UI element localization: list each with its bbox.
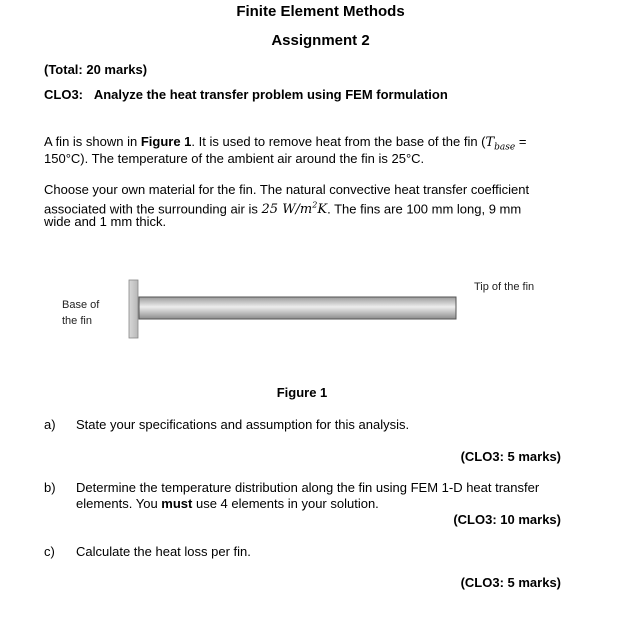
clo-code: CLO3: xyxy=(44,87,83,102)
intro-text: A fin is shown in xyxy=(44,134,141,149)
fin-base-wall xyxy=(129,280,138,338)
intro-paragraph-1-line-2: 150°C). The temperature of the ambient air around the fin is 25°C. xyxy=(44,151,425,166)
question-c-label: c) xyxy=(44,544,55,559)
fin-body xyxy=(139,297,456,319)
intro-text: . The fins are 100 mm long, 9 mm xyxy=(327,201,522,217)
intro-paragraph-2-line-3: wide and 1 mm thick. xyxy=(44,214,167,229)
intro-text: . It is used to remove heat from the base of the fin ( xyxy=(191,134,486,149)
question-b-label: b) xyxy=(44,480,56,495)
figure-caption: Figure 1 xyxy=(276,385,328,400)
question-c-text: Calculate the heat loss per fin. xyxy=(76,544,251,559)
intro-paragraph-2-line-1: Choose your own material for the fin. The natural convective heat transfer coefficient xyxy=(44,182,530,197)
question-a-label: a) xyxy=(44,417,56,432)
emphasis-must: must xyxy=(161,496,193,511)
base-label-line-2: the fin xyxy=(62,315,92,327)
clo-description: Analyze the heat transfer problem using FEM formulation xyxy=(93,87,448,102)
question-b-text-line-1: Determine the temperature distribution along the fin using FEM 1-D heat transfer xyxy=(76,480,540,495)
intro-text: associated with the surrounding air is xyxy=(44,201,262,217)
question-b-marks: (CLO3: 10 marks) xyxy=(453,512,561,527)
tip-label: Tip of the fin xyxy=(474,281,535,293)
convection-coefficient: 25 $W/m^2K$ xyxy=(261,201,328,218)
question-b-text-line-2: elements. You must use 4 elements in your solution. xyxy=(76,496,379,511)
t-base-symbol: $T_{base}$ xyxy=(485,135,516,153)
figure-reference: Figure 1 xyxy=(140,134,192,149)
question-a-text: State your specifications and assumption for this analysis. xyxy=(76,417,410,432)
total-marks: (Total: 20 marks) xyxy=(44,62,148,77)
question-a-marks: (CLO3: 5 marks) xyxy=(460,449,561,464)
equals-sign: = xyxy=(515,134,527,149)
base-label-line-1: Base of xyxy=(62,299,100,311)
question-c-marks: (CLO3: 5 marks) xyxy=(460,575,561,590)
course-title: Finite Element Methods xyxy=(236,3,405,20)
assignment-title: Assignment 2 xyxy=(271,32,370,49)
